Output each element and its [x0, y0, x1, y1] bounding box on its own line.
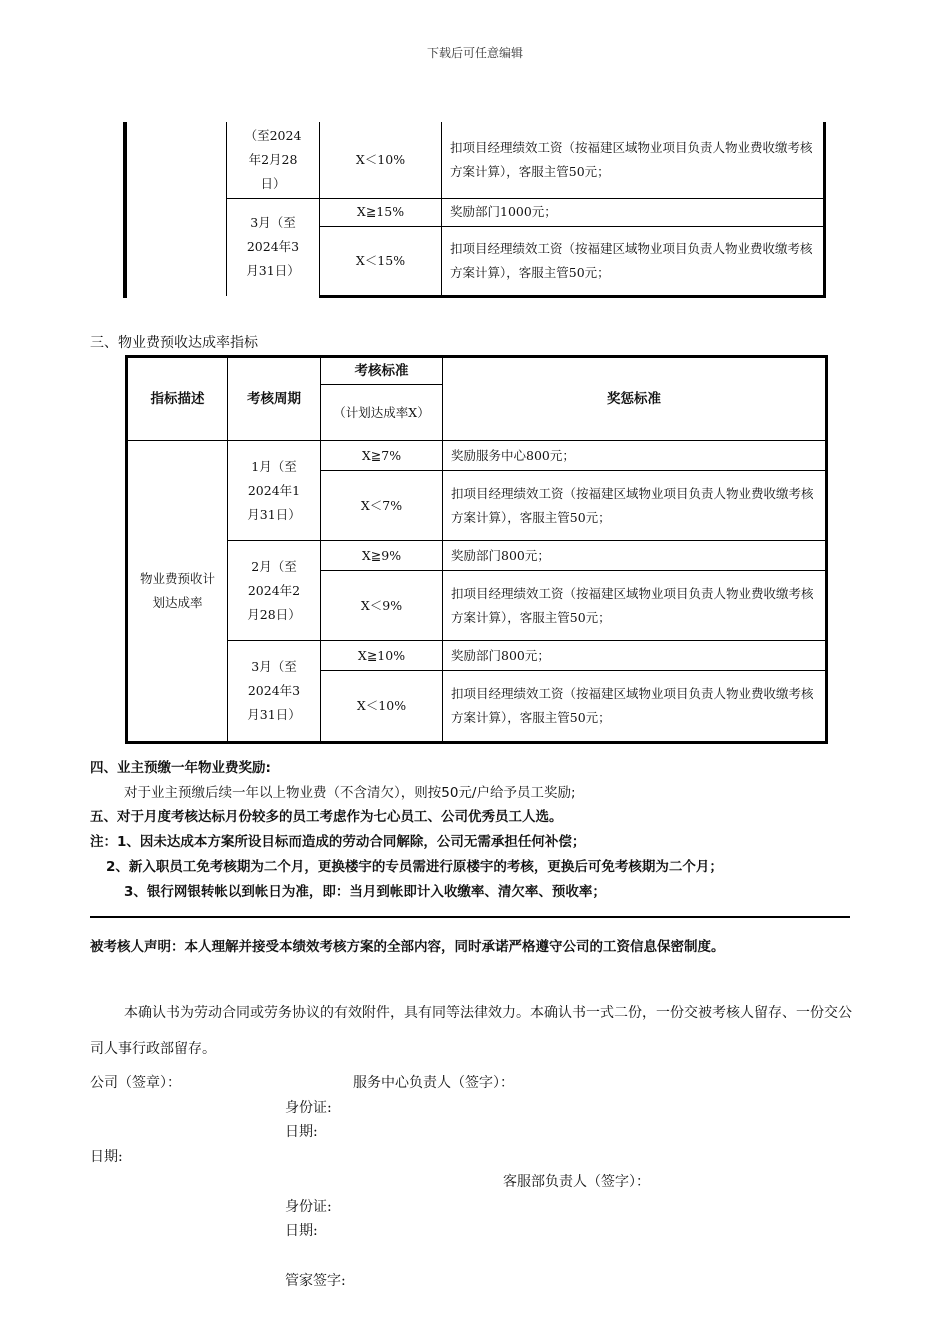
- criteria-feb-a: X≧9%: [321, 541, 443, 571]
- note-2: 2、新入职员工免考核期为二个月，更换楼宇的专员需进行原楼宇的考核，更换后可免考核期为二个月；: [106, 859, 723, 875]
- reward-feb-a: 奖励部门800元；: [443, 541, 827, 571]
- company-date: 日期:: [90, 1149, 123, 1165]
- reward-cell: 扣项目经理绩效工资（按福建区域物业项目负责人物业费收缴考核方案计算），客服主管50元；: [442, 226, 825, 296]
- section-4-title: 四、业主预缴一年物业费奖励:: [90, 760, 271, 776]
- left-thick-border: [123, 122, 127, 298]
- id-card-2: 身份证:: [285, 1199, 332, 1215]
- customer-service-head-sign: 客服部负责人（签字）：: [503, 1174, 650, 1190]
- reward-mar-b: 扣项目经理绩效工资（按福建区域物业项目负责人物业费收缴考核方案计算），客服主管50元；: [443, 671, 827, 743]
- note-1: 注：1、因未达成本方案所设目标而造成的劳动合同解除，公司无需承担任何补偿；: [90, 834, 586, 850]
- header-reward: 奖惩标准: [443, 357, 827, 441]
- date-2: 日期:: [285, 1223, 318, 1239]
- section-4-text: 对于业主预缴后续一年以上物业费（不含清欠），则按50元/户给予员工奖励;: [124, 785, 576, 801]
- confirmation: 本确认书为劳动合同或劳务协议的有效附件，具有同等法律效力。本确认书一式二份，一份交被考核人留存、一份交公司人事行政部留存。: [90, 1005, 852, 1057]
- reward-cell: 扣项目经理绩效工资（按福建区域物业项目负责人物业费收缴考核方案计算），客服主管50元；: [442, 122, 825, 198]
- criteria-cell: X＜15%: [320, 226, 442, 296]
- criteria-jan-a: X≧7%: [321, 441, 443, 471]
- page-header: 下载后可任意编辑: [426, 46, 523, 60]
- section-3-title: 三、物业费预收达成率指标: [90, 335, 258, 351]
- section-5: 五、对于月度考核达标月份较多的员工考虑作为七心员工、公司优秀员工人选。: [90, 809, 563, 825]
- header-desc: 指标描述: [127, 357, 228, 441]
- top-table-frame: [123, 122, 824, 300]
- declaration: 被考核人声明：本人理解并接受本绩效考核方案的全部内容，同时承诺严格遵守公司的工资信息保密制度。: [90, 939, 725, 955]
- period-cell: 3月（至2024年3月31日）: [227, 198, 320, 296]
- criteria-cell: X＜10%: [320, 122, 442, 198]
- reward-jan-b: 扣项目经理绩效工资（按福建区域物业项目负责人物业费收缴考核方案计算），客服主管50元；: [443, 471, 827, 541]
- note-3: 3、银行网银转帐以到帐日为准，即：当月到帐即计入收缴率、清欠率、预收率；: [124, 884, 606, 900]
- id-card-1: 身份证:: [285, 1100, 332, 1116]
- criteria-mar-a: X≧10%: [321, 641, 443, 671]
- criteria-feb-b: X＜9%: [321, 571, 443, 641]
- reward-feb-b: 扣项目经理绩效工资（按福建区域物业项目负责人物业费收缴考核方案计算），客服主管50元；: [443, 571, 827, 641]
- indicator-desc: 物业费预收计划达成率: [127, 441, 228, 743]
- period-jan: 1月（至2024年1月31日）: [228, 441, 321, 541]
- criteria-cell: X≧15%: [320, 198, 442, 226]
- header-period: 考核周期: [228, 357, 321, 441]
- company-seal: 公司（签章）：: [90, 1075, 181, 1091]
- date-1: 日期:: [285, 1124, 318, 1140]
- reward-cell: 奖励部门1000元；: [442, 198, 825, 226]
- reward-mar-a: 奖励部门800元；: [443, 641, 827, 671]
- prepayment-table: [125, 355, 828, 744]
- period-cell: （至2024年2月28日）: [227, 122, 320, 198]
- steward-sign: 管家签字:: [285, 1273, 346, 1289]
- header-standard: 考核标准: [321, 357, 443, 385]
- header-standard-sub: （计划达成率X）: [321, 385, 443, 441]
- criteria-mar-b: X＜10%: [321, 671, 443, 743]
- reward-jan-a: 奖励服务中心800元；: [443, 441, 827, 471]
- top-table: [226, 122, 826, 298]
- criteria-jan-b: X＜7%: [321, 471, 443, 541]
- period-mar: 3月（至2024年3月31日）: [228, 641, 321, 743]
- service-center-head-sign: 服务中心负责人（签字）：: [353, 1075, 514, 1091]
- period-feb: 2月（至2024年2月28日）: [228, 541, 321, 641]
- divider: [90, 916, 850, 918]
